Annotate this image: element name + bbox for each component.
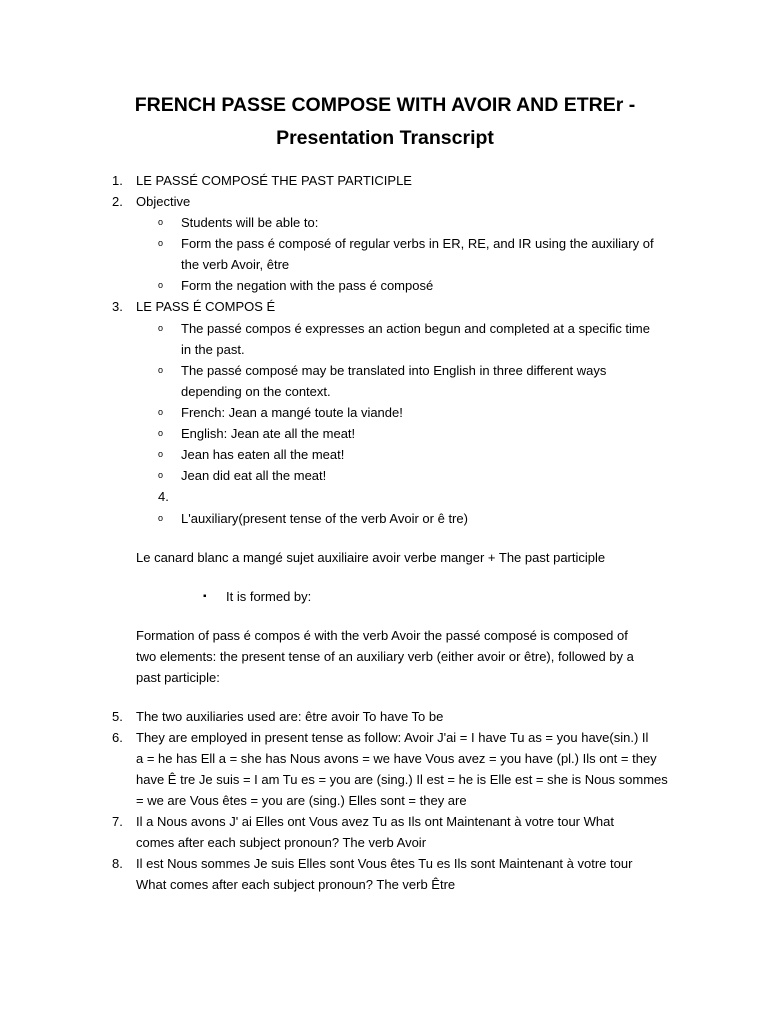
list-item-text: The two auxiliaries used are: être avoir To have To be bbox=[136, 709, 444, 724]
bullet-icon: o bbox=[158, 470, 164, 480]
bullet-item-text-continued: the verb Avoir, être bbox=[181, 257, 290, 272]
bullet-item-text: L'auxiliary(present tense of the verb Avoir or ê tre) bbox=[181, 511, 468, 526]
list-number: 5. bbox=[112, 709, 123, 724]
list-item-text-continued: = we are Vous êtes = you are (sing.) Elles sont = they are bbox=[136, 793, 467, 808]
square-bullet-text: It is formed by: bbox=[226, 589, 312, 604]
paragraph-formation-line: two elements: the present tense of an auxiliary verb (either avoir or être), followed by a bbox=[136, 649, 634, 664]
bullet-icon: o bbox=[158, 449, 164, 459]
bullet-icon: o bbox=[158, 407, 164, 417]
list-item-text-continued: have Ê tre Je suis = I am Tu es = you are (sing.) Il est = he is Elle est = she is Nous sommes bbox=[136, 772, 668, 787]
paragraph-formation-line: past participle: bbox=[136, 670, 220, 685]
document-title-line-1: FRENCH PASSE COMPOSE WITH AVOIR AND ETREr - bbox=[134, 94, 636, 116]
list-item-text-continued: What comes after each subject pronoun? The verb Être bbox=[136, 877, 456, 892]
bullet-icon: o bbox=[158, 217, 164, 227]
bullet-item-text: Jean has eaten all the meat! bbox=[181, 447, 345, 462]
bullet-icon: o bbox=[158, 323, 164, 333]
list-number: 2. bbox=[112, 194, 123, 209]
list-number: 8. bbox=[112, 856, 123, 871]
list-number: 4. bbox=[158, 489, 169, 504]
bullet-item-text: French: Jean a mangé toute la viande! bbox=[181, 405, 403, 420]
bullet-icon: o bbox=[158, 513, 164, 523]
bullet-item-text: Jean did eat all the meat! bbox=[181, 468, 327, 483]
bullet-icon: o bbox=[158, 365, 164, 375]
square-bullet-icon: ▪ bbox=[203, 591, 207, 602]
list-item-text: Il a Nous avons J' ai Elles ont Vous avez Tu as Ils ont Maintenant à votre tour What bbox=[136, 814, 614, 829]
list-item-text: Il est Nous sommes Je suis Elles sont Vous êtes Tu es Ils sont Maintenant à votre tour bbox=[136, 856, 633, 871]
bullet-item-text: English: Jean ate all the meat! bbox=[181, 426, 356, 441]
list-item-text: LE PASS É COMPOS É bbox=[136, 299, 276, 314]
list-number: 3. bbox=[112, 299, 123, 314]
bullet-icon: o bbox=[158, 280, 164, 290]
bullet-item-text-continued: in the past. bbox=[181, 342, 245, 357]
list-number: 1. bbox=[112, 173, 123, 188]
list-item-text-continued: comes after each subject pronoun? The verb Avoir bbox=[136, 835, 427, 850]
list-item-text-continued: a = he has Ell a = she has Nous avons = we have Vous avez = you have (pl.) Ils ont = they bbox=[136, 751, 657, 766]
list-item-text: They are employed in present tense as follow: Avoir J'ai = I have Tu as = you have(sin.) Il bbox=[136, 730, 649, 745]
bullet-item-text: Form the pass é composé of regular verbs in ER, RE, and IR using the auxiliary of bbox=[181, 236, 654, 251]
bullet-item-text-continued: depending on the context. bbox=[181, 384, 331, 399]
document-title-line-2: Presentation Transcript bbox=[276, 127, 494, 149]
list-item-text: LE PASSÉ COMPOSÉ THE PAST PARTICIPLE bbox=[136, 173, 412, 188]
bullet-icon: o bbox=[158, 238, 164, 248]
list-number: 6. bbox=[112, 730, 123, 745]
paragraph-canard: Le canard blanc a mangé sujet auxiliaire avoir verbe manger + The past participle bbox=[136, 550, 606, 565]
list-number: 7. bbox=[112, 814, 123, 829]
bullet-item-text: The passé composé may be translated into English in three different ways bbox=[181, 363, 607, 378]
list-item-text: Objective bbox=[136, 194, 191, 209]
bullet-item-text: The passé compos é expresses an action begun and completed at a specific time bbox=[181, 321, 650, 336]
bullet-icon: o bbox=[158, 428, 164, 438]
bullet-item-text: Students will be able to: bbox=[181, 215, 319, 230]
paragraph-formation-line: Formation of pass é compos é with the verb Avoir the passé composé is composed of bbox=[136, 628, 628, 643]
bullet-item-text: Form the negation with the pass é composé bbox=[181, 278, 434, 293]
